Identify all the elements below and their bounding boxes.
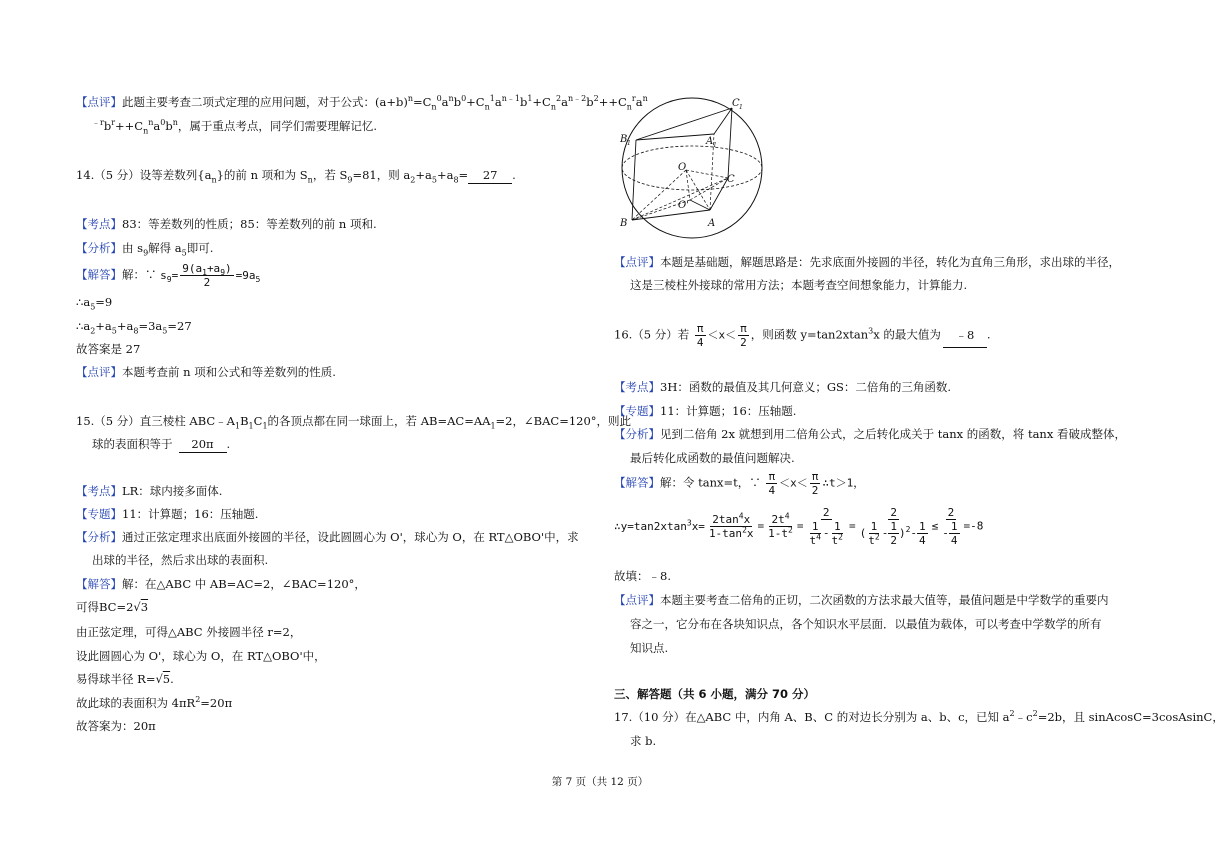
q17-stem-line2: 求 b.: [630, 734, 657, 748]
q14-fraction: $\frac{9(a_1+a_9)}{2}$: [182, 262, 232, 289]
q15-sine-law: 由正弦定理，可得△ABC 外接圆半径 r=2，: [76, 625, 302, 639]
sphere-prism-figure: [610, 90, 770, 240]
q14-answer: 27: [468, 167, 512, 184]
q15-center: 设此圆圆心为 O'，球心为 O，在 RT△OBO'中，: [76, 649, 326, 663]
fig-label-a1: A: [706, 136, 714, 147]
q13-review-line1: 【点评】此题主要考查二项式定理的应用问题，对于公式：$(a+b)^n=C_n^0a^nb^0+C_n^1a^{n﹣1}b^1+C_n^2a^{n﹣2}b^2++C_n^ra^n$: [76, 94, 648, 112]
q16-dianping-line3: 知识点.: [630, 641, 669, 655]
q14-jieda: 【解答】解：∵ $s_9=$ $\frac{9(a_1+a_9)}{2}$ $=9a_5$: [76, 262, 261, 289]
q14-answer-line: 故答案是 27: [76, 342, 141, 356]
q14-fenxi: 【分析】由 $s_9$解得 $a_5$即可.: [76, 241, 214, 258]
svg-text:1: 1: [713, 142, 717, 149]
q16-zhuanti: 【专题】11：计算题；16：压轴题.: [614, 404, 797, 418]
q16-gu: 故填：﹣8.: [614, 569, 671, 583]
q15-area: 故此球的表面积为 $4\pi R^2=20\pi$: [76, 695, 233, 710]
page-footer: 第 7 页（共 12 页）: [551, 776, 649, 788]
section-three-heading: 三、解答题（共 6 小题，满分 70 分）: [614, 687, 816, 701]
q13-review-line2: $^{﹣r}b^r++C_n^na^0b^n$，属于重点考点，同学们需要理解记忆.: [92, 118, 378, 136]
q15-radius: 易得球半径 R=√5.: [76, 672, 174, 686]
q15-dianping-line1: 【点评】本题是基础题，解题思路是：先求底面外接圆的半径，转化为直角三角形，求出球的半径，: [614, 255, 1120, 269]
q16-dianping-line2: 容之一，它分布在各块知识点，各个知识水平层面．以最值为载体，可以考查中学数学的所有: [630, 617, 1102, 631]
q14-stem: 14.（5 分）设等差数列$\{a_n\}$的前 n 项和为 $S_n$，若 $S_9=81$，则 $a_2+a_5+a_8= 27$ .: [76, 168, 516, 185]
fig-label-o: O: [678, 162, 687, 173]
q15-stem-line2: 球的表面积等于 20π .: [92, 437, 231, 451]
q15-kaodian: 【考点】LR：球内接多面体.: [76, 484, 223, 498]
q16-dianping-line1: 【点评】本题主要考查二倍角的正切，二次函数的方法求最大值等，最值问题是中学数学的重要内: [614, 593, 1109, 607]
q15-fenxi-line1: 【分析】通过正弦定理求出底面外接圆的半径，设此圆圆心为 O'，球心为 O，在 RT△OBO'中，求: [76, 530, 579, 544]
q15-stem-line1: 15.（5 分）直三棱柱 $ABC﹣A_1B_1C_1$的各顶点都在同一球面上，若 $AB=AC=AA_1=2$，∠BAC=120°，则此: [76, 414, 632, 431]
q16-kaodian: 【考点】3H：函数的最值及其几何意义；GS：二倍角的三角函数.: [614, 380, 952, 394]
q15-bc: 可得BC=2√3: [76, 600, 149, 614]
q15-dianping-line2: 这是三棱柱外接球的常用方法；本题考查空间想象能力，计算能力.: [630, 278, 968, 292]
fig-label-oprime: O': [678, 200, 689, 211]
fig-label-a: A: [708, 218, 716, 229]
review-tag: 【点评】: [76, 95, 122, 109]
fig-label-c: C: [727, 174, 735, 185]
q15-answer-line: 故答案为：20π: [76, 719, 156, 733]
svg-text:1: 1: [739, 104, 743, 111]
q14-line-a5: $\therefore a_5=9$: [76, 295, 113, 312]
q14-line-sum: $\therefore a_2+a_5+a_8=3a_5=27$: [76, 319, 192, 336]
svg-text:1: 1: [627, 140, 631, 147]
fig-label-b1: B: [620, 134, 628, 145]
q15-jieda: 【解答】解：在△ABC 中 AB=AC=2，∠BAC=120°，: [76, 577, 366, 591]
q15-answer: 20π: [179, 436, 227, 453]
q15-fenxi-line2: 出球的半径，然后求出球的表面积.: [92, 553, 269, 567]
q16-jieda: 【解答】解：令 tanx=t，∵ $\frac{\pi}{4}$ ＜x＜ $\frac{\pi}{2}$ ∴t＞1，: [614, 470, 865, 497]
q16-derivation: ∴y=tan2xtan$^3$x= $\frac{2\tan^4x}{1-\tan^2x}$ = $\frac{2t^4}{1-t^2}$ = 2 $\frac{1}{t^4}$ - $\frac{1}{t^2}$ = 2 ( $\frac{1}{t^2}$ - $\frac{1}{2}$ )$^2$- $\frac{1}{4}$ ≤ 2 - $\frac{1}{4}$ =-8: [614, 506, 984, 547]
q16-stem: 16.（5 分）若 $\frac{\pi}{4}$ ＜x＜ $\frac{\pi}{2}$ ，则函数 y=tan2xtan$^3$x 的最大值为 ﹣8 .: [614, 322, 991, 349]
fig-label-c1: C: [732, 98, 740, 109]
q17-stem-line1: 17.（10 分）在△ABC 中，内角 A、B、C 的对边长分别为 a、b、c，已知 $a^2﹣c^2=2b$，且 sinAcosC=3cosAsinC，: [614, 709, 1224, 724]
q14-kaodian: 【考点】83：等差数列的性质；85：等差数列的前 n 项和.: [76, 217, 377, 231]
q16-answer: ﹣8: [943, 323, 987, 348]
q16-fenxi-line2: 最后转化成函数的最值问题解决.: [630, 451, 795, 465]
q14-dianping: 【点评】本题考查前 n 项和公式和等差数列的性质.: [76, 365, 336, 379]
q16-fenxi-line1: 【分析】见到二倍角 2x 就想到用二倍角公式，之后转化成关于 tanx 的函数，将 tanx 看破成整体，: [614, 427, 1126, 441]
fig-label-b: B: [620, 218, 628, 229]
q15-zhuanti: 【专题】11：计算题；16：压轴题.: [76, 507, 259, 521]
